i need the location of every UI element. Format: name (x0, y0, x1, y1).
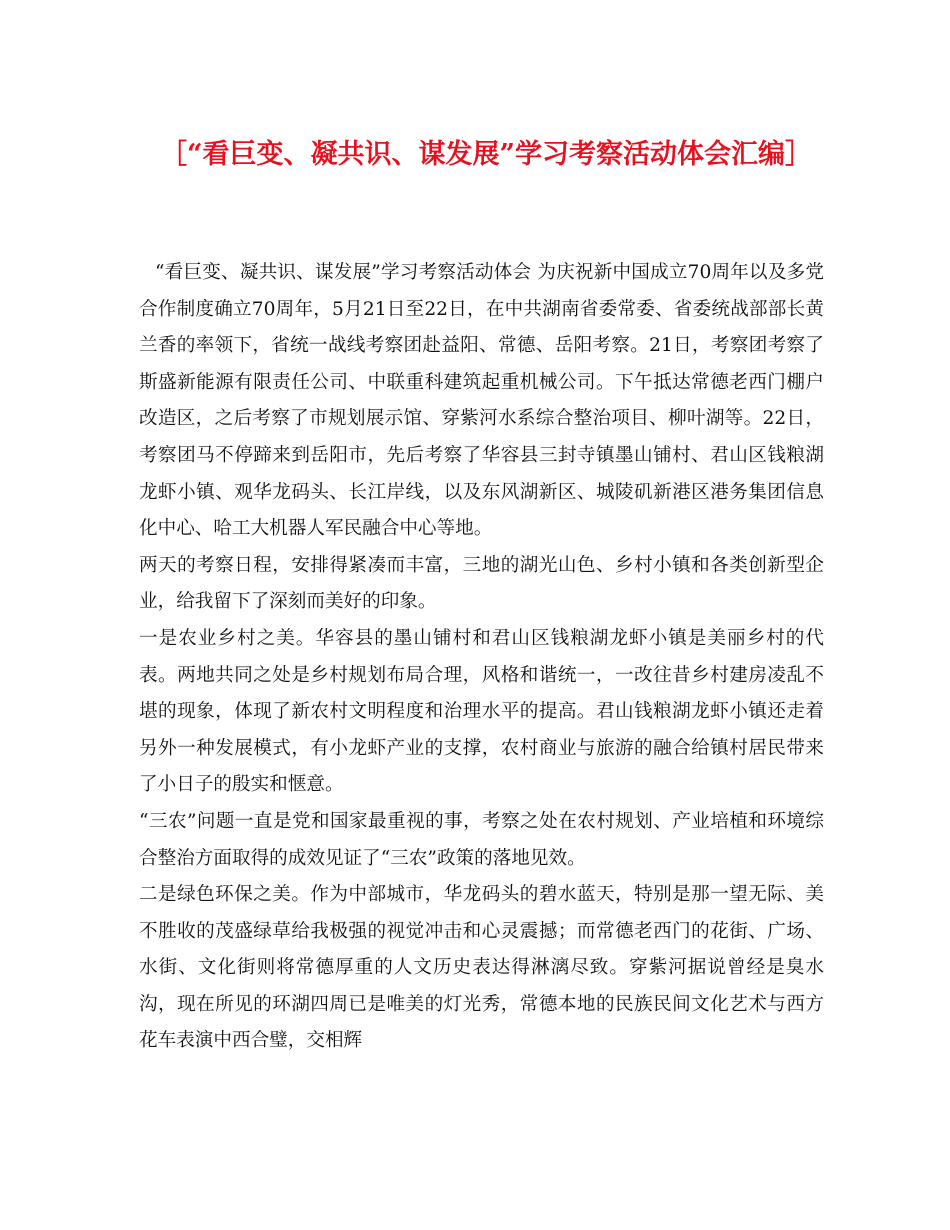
paragraph-rural-beauty: 一是农业乡村之美。华容县的墨山铺村和君山区钱粮湖龙虾小镇是美丽乡村的代表。两地共同之处是乡村规划布局合理，风格和谐统一，一改往昔乡村建房凌乱不堪的现象，体现了新农村文明程度和治理水平的提高。君山钱粮湖龙虾小镇还走着另外一种发展模式，有小龙虾产业的支撑，农村商业与旅游的融合给镇村居民带来了小日子的殷实和惬意。 (139, 627, 824, 796)
paragraph-green-beauty: 二是绿色环保之美。作为中部城市，华龙码头的碧水蓝天，特别是那一望无际、美不胜收的茂盛绿草给我极强的视觉冲击和心灵震撼；而常德老西门的花街、广场、水街、文化街则将常德厚重的人文历史表达得淋漓尽致。穿紫河据说曾经是臭水沟，现在所见的环湖四周已是唯美的灯光秀，常德本地的民族民间文化艺术与西方花车表演中西合璧，交相辉 (139, 884, 824, 1052)
document-title: ［“看巨变、凝共识、谋发展”学习考察活动体会汇编］ (160, 139, 813, 170)
paragraph-impression: 两天的考察日程，安排得紧凑而丰富，三地的湖光山色、乡村小镇和各类创新型企业，给我留下了深刻而美好的印象。 (139, 554, 824, 613)
paragraph-sannong: “三农”问题一直是党和国家最重视的事，考察之处在农村规划、产业培植和环境综合整治方面取得的成效见证了“三农”政策的落地见效。 (139, 810, 824, 869)
paragraph-intro: “看巨变、凝共识、谋发展”学习考察活动体会 为庆祝新中国成立70周年以及多党合作制度确立70周年，5月21日至22日，在中共湖南省委常委、省委统战部部长黄兰香的率领下，省统一战线考察团赴益阳、常德、岳阳考察。21日，考察团考察了斯盛新能源有限责任公司、中联重科建筑起重机械公司。下午抵达常德老西门棚户改造区，之后考察了市规划展示馆、穿紫河水系综合整治项目、柳叶湖等。22日，考察团马不停蹄来到岳阳市，先后考察了华容县三封寺镇墨山铺村、君山区钱粮湖龙虾小镇、观华龙码头、长江岸线，以及东风湖新区、城陵矶新港区港务集团信息化中心、哈工大机器人军民融合中心等地。 (139, 262, 824, 540)
document-body (139, 255, 824, 1060)
